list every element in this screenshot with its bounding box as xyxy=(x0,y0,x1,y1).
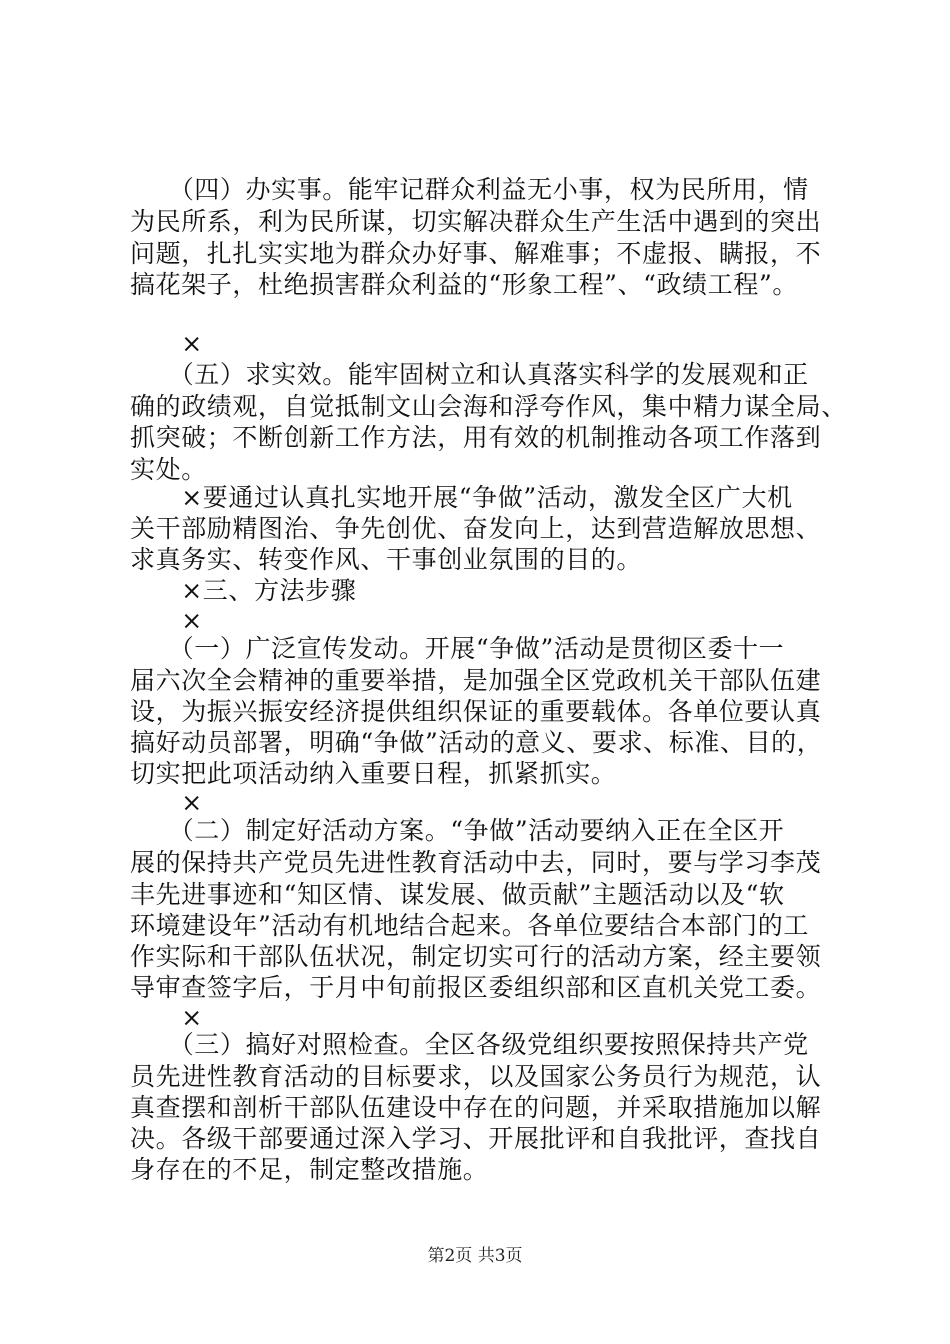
text-line: 搞好动员部署，明确“争做”活动的意义、要求、标准、目的， xyxy=(130,728,823,757)
text-line: （三）搞好对照检查。全区各级党组织要按照保持共产党 xyxy=(130,1030,809,1059)
text-line: 员先进性教育活动的目标要求，以及国家公务员行为规范，认 xyxy=(130,1062,822,1091)
text-line: 导审查签字后，于月中旬前报区委组织部和区直机关党工委。 xyxy=(130,973,822,1002)
text-line-marker: × xyxy=(130,1003,203,1032)
text-line: 确的政绩观，自觉抵制文山会海和浮夸作风，集中精力谋全局、 xyxy=(130,392,847,421)
text-line: 为民所系，利为民所谋，切实解决群众生产生活中遇到的突出 xyxy=(130,207,822,236)
text-line: 搞花架子，杜绝损害群众利益的“形象工程”、“政绩工程”。 xyxy=(130,270,798,299)
text-line: 展的保持共产党员先进性教育活动中去，同时，要与学习李茂 xyxy=(130,848,822,877)
text-line: （四）办实事。能牢记群众利益无小事，权为民所用，情 xyxy=(130,175,809,204)
text-line: 届六次全会精神的重要举措，是加强全区党政机关干部队伍建 xyxy=(130,666,822,695)
text-line-marker: × xyxy=(130,788,203,817)
text-line: ×要通过认真扎实地开展“争做”活动，激发全区广大机 xyxy=(130,483,793,512)
text-line: 求真务实、转变作风、干事创业氛围的目的。 xyxy=(130,545,643,574)
text-line: 身存在的不足，制定整改措施。 xyxy=(130,1155,489,1184)
text-line: 实处。 xyxy=(130,455,207,484)
text-line: 问题，扎扎实实地为群众办好事、解难事；不虚报、瞒报，不 xyxy=(130,239,822,268)
text-line: 抓突破；不断创新工作方法，用有效的机制推动各项工作落到 xyxy=(130,423,822,452)
text-line-marker: × xyxy=(130,606,203,635)
text-line: （二）制定好活动方案。“争做”活动要纳入正在全区开 xyxy=(130,816,785,845)
text-line: 作实际和干部队伍状况，制定切实可行的活动方案，经主要领 xyxy=(130,942,822,971)
text-line: 环境建设年”活动有机地结合起来。各单位要结合本部门的工 xyxy=(130,911,809,940)
text-line: 设，为振兴振安经济提供组织保证的重要载体。各单位要认真 xyxy=(130,697,822,726)
text-line: 关干部励精图治、争先创优、奋发向上，达到营造解放思想、 xyxy=(130,514,822,543)
text-line: （五）求实效。能牢固树立和认真落实科学的发展观和正 xyxy=(130,360,809,389)
page-footer: 第2页 共3页 xyxy=(427,1246,523,1266)
section-heading: ×三、方法步骤 xyxy=(130,576,357,605)
text-line: （一）广泛宣传发动。开展“争做”活动是贯彻区委十一 xyxy=(130,634,785,663)
text-line: 真查摆和剖析干部队伍建设中存在的问题，并采取措施加以解 xyxy=(130,1093,822,1122)
text-line: 切实把此项活动纳入重要日程，抓紧抓实。 xyxy=(130,759,617,788)
text-line-marker: × xyxy=(130,329,203,358)
text-line: 丰先进事迹和“知区情、谋发展、做贡献”主题活动以及“软 xyxy=(130,880,785,909)
text-line: 决。各级干部要通过深入学习、开展批评和自我批评，查找自 xyxy=(130,1124,822,1153)
